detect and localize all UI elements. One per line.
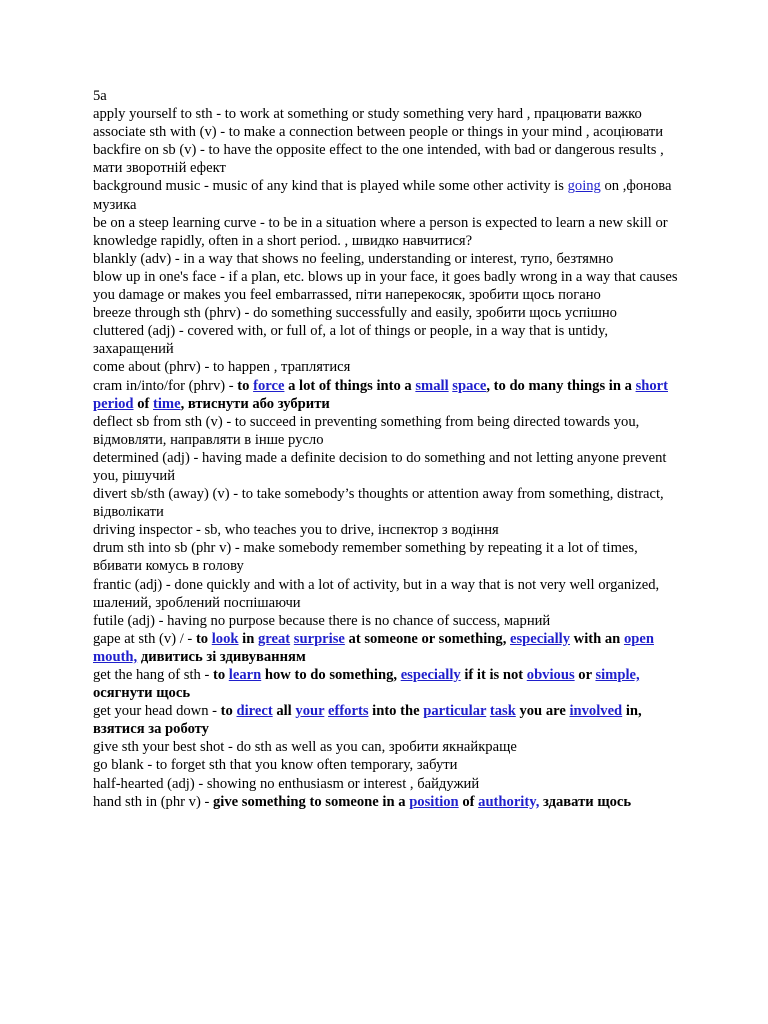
entry-text: cram in/into/for (phrv) - xyxy=(93,377,238,394)
glossary-entry xyxy=(93,630,683,666)
entry-text: if it is not xyxy=(460,667,527,683)
glossary-entry xyxy=(93,268,683,304)
entry-text: здавати щось xyxy=(539,793,632,810)
entry-text: of xyxy=(458,793,479,810)
entry-text: get the hang of sth - xyxy=(93,667,213,683)
glossary-entry xyxy=(93,250,683,268)
glossary-entry xyxy=(93,702,683,738)
dictionary-link[interactable]: learn xyxy=(228,667,262,683)
entry-text: to xyxy=(212,667,229,683)
entry-text: дивитись зі здивуванням xyxy=(137,648,306,665)
dictionary-link[interactable]: look xyxy=(211,630,239,647)
dictionary-link[interactable]: position xyxy=(409,793,459,810)
entry-text: how to do something, xyxy=(261,667,401,683)
glossary-entry xyxy=(93,304,683,322)
entry-text: come about (phrv) - to happen , траплятися xyxy=(93,359,351,376)
entry-text: driving inspector - sb, who teaches you to drive, інспектор з водіння xyxy=(93,522,499,539)
entry-text: all xyxy=(272,703,296,720)
entry-text: be on a steep learning curve - to be in a situation where a person is expected to learn a new skill or knowledge rapidly, often in a short period. , швидко навчитися? xyxy=(93,214,668,249)
glossary-entry xyxy=(93,539,683,575)
glossary-entry xyxy=(93,793,683,811)
entry-text: at someone or something, xyxy=(344,630,510,647)
entry-text: get your head down - xyxy=(93,703,221,720)
entry-text: to xyxy=(220,703,237,720)
dictionary-link[interactable]: authority, xyxy=(478,793,540,810)
glossary-entry xyxy=(93,177,683,213)
glossary-entry xyxy=(93,485,683,521)
glossary-entry xyxy=(93,377,683,413)
dictionary-link[interactable]: obvious xyxy=(526,667,575,683)
dictionary-link[interactable]: especially xyxy=(400,667,461,683)
entry-text: breeze through sth (phrv) - do something successfully and easily, зробити щось успішно xyxy=(93,305,617,322)
dictionary-link[interactable]: your xyxy=(295,703,325,720)
dictionary-link[interactable]: open xyxy=(623,630,654,647)
glossary-entry xyxy=(93,214,683,250)
glossary-entry xyxy=(93,521,683,539)
dictionary-link[interactable]: simple, xyxy=(595,667,640,683)
entry-text: , втиснути або зубрити xyxy=(180,395,330,412)
entry-text: background music - music of any kind that is played while some other activity is xyxy=(93,178,568,195)
entry-text: a lot of things into a xyxy=(284,377,416,394)
dictionary-link[interactable]: efforts xyxy=(327,703,369,720)
dictionary-link[interactable]: task xyxy=(489,703,516,720)
entry-text: blow up in one's face - if a plan, etc. blows up in your face, it goes badly wrong in a way that causes you damage or makes you feel embarrassed, піти наперекосяк, зробити щось погано xyxy=(93,268,678,304)
glossary-entry xyxy=(93,413,683,449)
dictionary-link[interactable]: short xyxy=(635,377,668,394)
entry-text: cluttered (adj) - covered with, or full of, a lot of things or people, in a way that is untidy, захаращений xyxy=(93,323,608,358)
dictionary-link[interactable]: mouth, xyxy=(93,648,138,665)
entry-text: in xyxy=(238,630,258,647)
dictionary-link[interactable]: space xyxy=(452,377,487,394)
dictionary-link[interactable]: direct xyxy=(236,703,273,720)
entry-text: to xyxy=(237,377,254,394)
glossary-entry xyxy=(93,738,683,756)
entry-text: blankly (adv) - in a way that shows no feeling, understanding or interest, тупо, безтямно xyxy=(93,250,614,267)
entry-text: futile (adj) - having no purpose because there is no chance of success, марний xyxy=(93,612,551,629)
entry-text: backfire on sb (v) - to have the opposite effect to the one intended, with bad or dangerous results , мати зворотній ефект xyxy=(93,142,664,177)
entry-text: deflect sb from sth (v) - to succeed in preventing something from being directed towards you, відмовляти, направляти в інше русло xyxy=(93,413,640,448)
dictionary-link[interactable]: particular xyxy=(423,703,487,720)
glossary-entry xyxy=(93,666,683,702)
entry-text: hand sth in (phr v) - xyxy=(93,793,213,810)
glossary-entry xyxy=(93,358,683,376)
dictionary-link[interactable]: going xyxy=(567,178,601,195)
entry-text: go blank - to forget sth that you know often temporary, забути xyxy=(93,757,458,774)
dictionary-link[interactable]: especially xyxy=(510,630,570,647)
entry-text: associate sth with (v) - to make a connection between people or things in your mind , асоціювати xyxy=(93,124,664,141)
entry-text: drum sth into sb (phr v) - make somebody remember something by repeating it a lot of times, вбивати комусь в голову xyxy=(93,540,638,575)
glossary-entry xyxy=(93,105,683,123)
entry-text: apply yourself to sth - to work at something or study something very hard , працювати важко xyxy=(93,106,642,123)
entry-text: in, взятися за роботу xyxy=(93,703,642,738)
dictionary-link[interactable]: great xyxy=(257,630,291,647)
dictionary-link[interactable]: involved xyxy=(569,703,623,720)
glossary-list xyxy=(93,105,683,811)
entry-text: gape at sth (v) / - xyxy=(93,630,196,647)
entry-text: , to do many things in a xyxy=(486,377,636,394)
entry-text: you are xyxy=(515,703,570,720)
entry-text: half-hearted (adj) - showing no enthusiasm or interest , байдужий xyxy=(93,775,480,792)
dictionary-link[interactable]: time xyxy=(153,395,181,412)
entry-text: give something to someone in a xyxy=(212,793,410,810)
glossary-entry xyxy=(93,756,683,774)
glossary-entry xyxy=(93,612,683,630)
dictionary-link[interactable]: force xyxy=(253,377,285,394)
glossary-entry xyxy=(93,141,683,177)
glossary-entry xyxy=(93,449,683,485)
dictionary-link[interactable]: small xyxy=(415,377,449,394)
entry-text: with an xyxy=(570,630,624,647)
entry-text: determined (adj) - having made a definite decision to do something and not letting anyone prevent you, рішучий xyxy=(93,449,667,484)
entry-text: of xyxy=(133,395,154,412)
entry-text: frantic (adj) - done quickly and with a lot of activity, but in a way that is not very well organized, шалений, зроблений поспішаючи xyxy=(93,576,660,611)
document-page xyxy=(93,87,683,811)
section-heading: 5a xyxy=(93,88,107,104)
dictionary-link[interactable]: period xyxy=(93,395,134,412)
entry-text: into the xyxy=(368,703,424,720)
glossary-entry xyxy=(93,123,683,141)
entry-text: осягнути щось xyxy=(93,685,191,702)
glossary-entry xyxy=(93,576,683,612)
entry-text: divert sb/sth (away) (v) - to take somebody’s thoughts or attention away from something, distract, відволікати xyxy=(93,486,664,521)
dictionary-link[interactable]: surprise xyxy=(293,630,345,647)
entry-text: to xyxy=(195,630,212,647)
entry-text: give sth your best shot - do sth as well as you can, зробити якнайкраще xyxy=(93,739,517,756)
entry-text: on ,фонова музика xyxy=(93,178,672,213)
glossary-entry xyxy=(93,322,683,358)
glossary-entry xyxy=(93,775,683,793)
entry-text: or xyxy=(574,667,596,683)
